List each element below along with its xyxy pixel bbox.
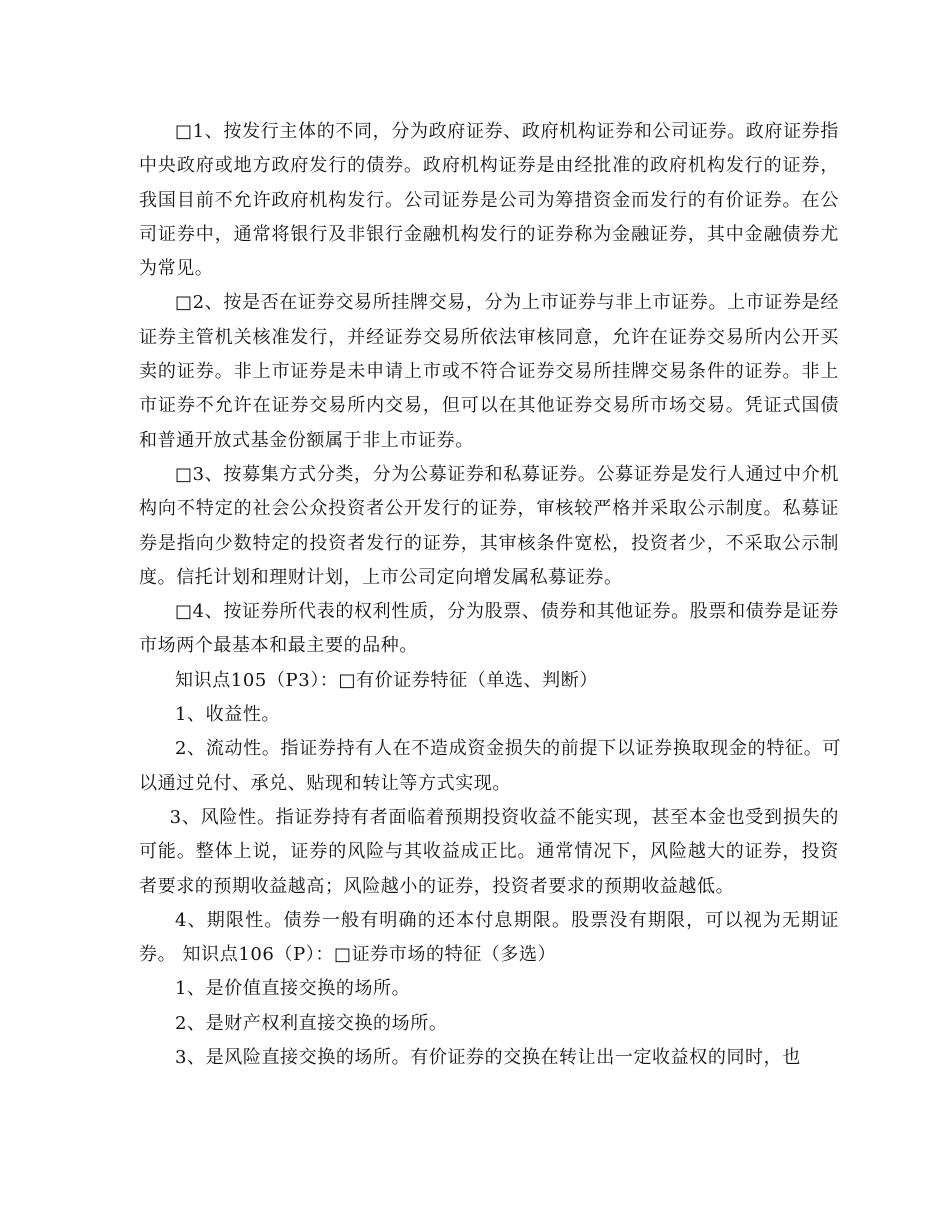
paragraph-classification-by-issuer: □1、按发行主体的不同，分为政府证券、政府机构证券和公司证券。政府证券指中央政府或地方政府发行的债券。政府机构证券是由经批准的政府机构发行的证券，我国目前不允许政府机构发行。公司证券是公司为筹措资金而发行的有价证券。在公司证券中，通常将银行及非银行金融机构发行的证券称为金融证券，其中金融债券尤为常见。: [139, 121, 839, 280]
list-item-term: 4、期限性。债券一般有明确的还本付息期限。股票没有期限，可以视为无期证券。 知识点106（P）：□证券市场的特征（多选）: [139, 909, 839, 966]
list-item-risk: 3、风险性。指证券持有者面临着预期投资收益不能实现，甚至本金也受到损失的可能。整体上说，证券的风险与其收益成正比。通常情况下，风险越大的证券，投资者要求的预期收益越高；风险越小的证券，投资者要求的预期收益越低。: [139, 806, 839, 897]
paragraph-classification-by-listing: □2、按是否在证券交易所挂牌交易，分为上市证券与非上市证券。上市证券是经证券主管机关核准发行，并经证券交易所依法审核同意，允许在证券交易所内公开买卖的证券。非上市证券是未申请上市或不符合证券交易所挂牌交易条件的证券。非上市证券不允许在证券交易所内交易，但可以在其他证券交易所市场交易。凭证式国债和普通开放式基金份额属于非上市证券。: [139, 292, 839, 451]
paragraph-classification-by-offering: □3、按募集方式分类，分为公募证券和私募证券。公募证券是发行人通过中介机构向不特定的社会公众投资者公开发行的证券，审核较严格并采取公示制度。私募证券是指向少数特定的投资者发行的证券，其审核条件宽松，投资者少，不采取公示制度。信托计划和理财计划，上市公司定向增发属私募证券。: [139, 463, 839, 588]
heading-knowledge-point-105: 知识点105（P3）：□有价证券特征（单选、判断）: [175, 669, 598, 691]
list-item-liquidity: 2、流动性。指证券持有人在不造成资金损失的前提下以证券换取现金的特征。可以通过兑付、承兑、贴现和转让等方式实现。: [139, 738, 841, 794]
list-item-property-rights-exchange: 2、是财产权利直接交换的场所。: [175, 1012, 448, 1034]
list-item-risk-exchange: 3、是风险直接交换的场所。有价证券的交换在转让出一定收益权的同时，也: [175, 1047, 801, 1069]
list-item-profitability: 1、收益性。: [175, 704, 281, 726]
document-body: [139, 115, 839, 1075]
paragraph-classification-by-rights: □4、按证券所代表的权利性质，分为股票、债券和其他证券。股票和债券是证券市场两个最基本和最主要的品种。: [139, 601, 839, 657]
list-item-value-exchange: 1、是价值直接交换的场所。: [175, 978, 411, 1000]
